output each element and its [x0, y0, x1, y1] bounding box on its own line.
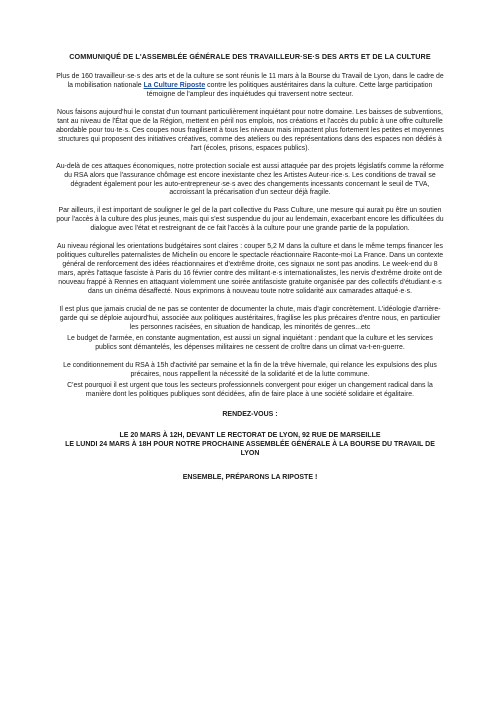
rendez-vous-line-2: LE LUNDI 24 MARS À 18H POUR NOTRE PROCHAINE ASSEMBLÉE GÉNÉRALE À LA BOURSE DU TRAVAIL DE LYON: [65, 440, 435, 457]
paragraph-regional: Au niveau régional les orientations budgétaires sont claires : couper 5,2 M dans la culture et dans le même temps financer les politiques culturelles paternalistes de Michelin ou encore le spectacle réactionnaire Raconte-moi La France. Dans un contexte général de renforcement des idées réactionnaires et d'extrême droite, ces signaux ne sont pas anodins. Le week-end du 8 mars, après l'attaque fasciste à Paris du 16 février contre des militant·e·s internationalistes, les nervis d'extrême droite ont de nouveau frappé à Rennes en attaquant violemment une soirée antifasciste gratuite organisée par des collectifs d'étudiant·e·s dans un cinéma désaffecté. Nous exprimons à nouveau toute notre solidarité aux camarades attaqué·e·s.: [56, 243, 444, 296]
rendez-vous-heading: RENDEZ-VOUS :: [222, 410, 278, 418]
paragraph-agir: Il est plus que jamais crucial de ne pas se contenter de documenter la chute, mais d'agir concrètement. L'idéologie d'arrière-garde qui se déploie aujourd'hui, associée aux politiques austéritaires, fragilise les plus précaires d'entre nous, en particulier les personnes racisées, en situation de handicap, les minorités de genres...etc: [59, 306, 441, 331]
document-title: COMMUNIQUÉ DE L'ASSEMBLÉE GÉNÉRALE DES TRAVAILLEUR·SE·S DES ARTS ET DE LA CULTURE: [69, 52, 431, 61]
paragraph-convergence: C'est pourquoi il est urgent que tous les secteurs professionnels convergent pour exiger un changement radical dans la manière dont les politiques publiques sont décidées, afin de faire place à une société solidaire et égalitaire.: [67, 381, 433, 398]
la-culture-riposte-link[interactable]: La Culture Riposte: [143, 81, 206, 89]
intro-text-before: Plus de 160 travailleur·se·s des arts et de la culture se sont réunis le 11 mars à la Bourse du Travail de Lyon, dans le cadre de la mobilisation nationale: [56, 73, 444, 89]
rendez-vous-line-1: LE 20 MARS À 12H, DEVANT LE RECTORAT DE LYON, 92 RUE DE MARSEILLE: [119, 431, 381, 439]
paragraph-intro: [56, 73, 444, 100]
paragraph-rsa: Le conditionnement du RSA à 15h d'activité par semaine et la fin de la trêve hivernale, qui relance les expulsions des plus précaires, nous rappellent la nécessité de la solidarité et de la lutte commune.: [63, 361, 437, 378]
paragraph-armee: Le budget de l'armée, en constante augmentation, est aussi un signal inquiétant : pendant que la culture et les services publics sont démantelés, les dépenses militaires ne cessent de croître dans un climat va-t-en-guerre.: [67, 334, 433, 351]
closing-slogan: ENSEMBLE, PRÉPARONS LA RIPOSTE !: [182, 473, 318, 481]
intro-text-after: contre les politiques austéritaires dans la culture. Cette large participation témoigne de l'ampleur des inquiétudes qui traversent notre secteur.: [146, 81, 433, 98]
paragraph-subventions: Nous faisons aujourd'hui le constat d'un tournant particulièrement inquiétant pour notre domaine. Les baisses de subventions, tant au niveau de l'État que de la Région, mettent en péril nos emplois, nos créations et l'accès du public à une offre culturelle abordable pour tou·te·s. Ces coupes nous fragilisent à tous les niveaux mais impactent plus fortement les petites et moyennes structures qui proposent des initiatives créatives, comme des ateliers ou des représentations dans des espaces non dédiés à l'art (écoles, prisons, espaces publics).: [56, 108, 444, 152]
paragraph-protection-sociale: Au-delà de ces attaques économiques, notre protection sociale est aussi attaquée par des projets législatifs comme la réforme du RSA alors que l'assurance chômage est encore inexistante chez les Artistes Auteur·rice·s. Les conditions de travail se dégradent également pour les auto-entrepreneur·se·s avec des changements incessants concernant le seuil de TVA, accroissant la précarisation d'un secteur déjà fragile.: [56, 162, 444, 197]
paragraph-pass-culture: Par ailleurs, il est important de souligner le gel de la part collective du Pass Culture, une mesure qui aurait pu être un soutien pour l'accès à la culture des plus jeunes, mais qui s'est suspendue du jour au lendemain, exacerbant encore les difficultées du dialogue avec l'état et restreignant de ce fait l'accès à la culture pour une grande partie de la population.: [56, 207, 444, 233]
